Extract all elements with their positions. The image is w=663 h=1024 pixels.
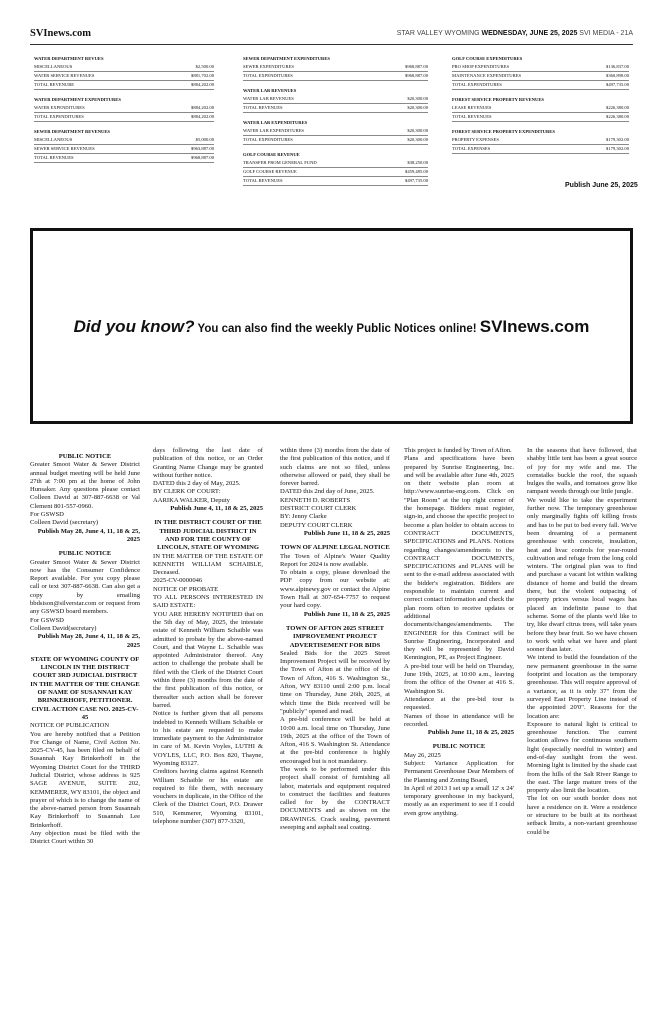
ad-question: Did you know? — [73, 317, 195, 336]
budget-row — [452, 72, 629, 81]
notice-paragraph: Any objection must be filed with the District Court within 30 — [30, 830, 140, 846]
notice-paragraph: within three (3) months from the date of the first publication of this notice, and if such claims are not so filed, unless otherwise allowed or paid, they shall be forever barred. — [280, 447, 390, 488]
budget-row — [34, 136, 214, 145]
budget-row-value: $968,887.00 — [405, 73, 428, 78]
budget-row — [243, 104, 428, 113]
budget-row-value: $459,485.00 — [405, 169, 428, 174]
budget-row-label: SEWER EXPENDITURES — [243, 64, 294, 69]
notice-paragraph: DEPUTY COURT CLERK — [280, 521, 353, 529]
budget-row-value: $360,898.00 — [606, 73, 629, 78]
notice-paragraph: DISTRICT COURT CLERK — [280, 505, 357, 513]
budget-row — [243, 136, 428, 145]
budget-row-value: $179,302.00 — [606, 146, 629, 151]
notice-paragraph: Subject: Variance Application for Permanent Greenhouse Dear Members of the Planning and Zoning Board, — [404, 759, 514, 784]
notice-paragraph: For GSWSD — [30, 616, 64, 624]
budget-row-value: $5,000.00 — [195, 137, 214, 142]
budget-row — [34, 145, 214, 154]
budget-section-title: GOLF COURSE EXPENDITURES — [452, 56, 523, 61]
notice-paragraph: A pre-bid conference will be held at 10:00 a.m. local time on Thursday, June 19th, 2025 at the office of the Town of Afton, 416 S. Washington St. Attendance at the pre-bid conference is highly encouraged but is not mandatory. — [280, 716, 390, 765]
notice-paragraph: Greater Smoot Water & Sewer District annual budget meeting will be held June 27th at 7:00 pm at the home of John Hunsaker. Any questions please contact Colleen David at 307-887-6638 or Val Clement 801-557-0960. — [30, 461, 140, 510]
notice-paragraph: In April of 2013 I set up a small 12' x 24' temporary greenhouse in my backyard, mostly as an experiment to see if I could even grow anything. — [404, 784, 514, 817]
budget-row — [34, 81, 214, 90]
budget-row-value: $2,500.00 — [195, 64, 214, 69]
notice-paragraph: BY CLERK OF COURT: — [153, 488, 221, 496]
notice-title: TOWN OF ALPINE LEGAL NOTICE — [280, 544, 390, 552]
budget-row-value: $497,735.00 — [405, 178, 428, 183]
notice-paragraph: Colleen David (secretary) — [30, 519, 99, 527]
notice-column-3 — [280, 447, 390, 832]
budget-section — [34, 56, 214, 90]
budget-row — [452, 113, 629, 122]
budget-row-label: WATER EXPENDITURES — [34, 105, 85, 110]
notice-paragraph: The work to be performed under this project shall consist of furnishing all labor, materials and equipment required to construct the facilities and features called for by the CONTRACT DOCUMENTS and as shown on the DRAWINGS. Crack sealing, pavement sweeping and asphalt seal coating. — [280, 765, 390, 832]
budget-row-label: SEWER SERVICE REVENUES — [34, 146, 95, 151]
budget-row — [243, 159, 428, 168]
budget-row-value: $20,300.00 — [407, 137, 428, 142]
notice-column-2 — [153, 447, 263, 826]
notice-paragraph: Exposure to natural light is critical to greenhouse function. The current location allows for continuous southern light (especially needful in winter) and end-of-day sunlight from the west. Morning light is limited by the shade cast from the hills of the Salt River Range to the east. The large mature trees of the property also limit the location. — [527, 720, 637, 795]
budget-column-1 — [34, 56, 214, 170]
budget-publish-date: Publish June 25, 2025 — [565, 182, 638, 189]
budget-section-title: SEWER DEPARTMENT REVENUES — [34, 129, 110, 134]
notice-column-5 — [527, 447, 637, 837]
notice-paragraph: days following the last date of publication of this notice, or an Order Granting Name Change may be granted without further notice. — [153, 447, 263, 479]
budget-row — [243, 95, 428, 104]
budget-section-title: GOLF COURSE REVENUE — [243, 152, 300, 157]
notice-paragraph: The Town of Alpine's Water Quality Report for 2024 is now available. — [280, 552, 390, 568]
budget-column-3 — [452, 56, 629, 161]
budget-row-value: $884,202.00 — [191, 114, 214, 119]
notice-paragraph: BY: Jenny Clarke — [280, 513, 327, 521]
budget-row — [452, 81, 629, 90]
budget-section-title: FOREST SERVICE PROPERTY EXPENDITURES — [452, 129, 555, 134]
publish-line: Publish May 28, June 4, 11, 18 & 25, 2025 — [37, 527, 140, 543]
budget-row-value: $968,887.00 — [405, 64, 428, 69]
notice-paragraph: To obtain a copy, please download the PDF copy from our website at: www.alpinewy.gov or contact the Alpine Town Hall at 307-654-7757 to request your hard copy. — [280, 569, 390, 610]
budget-row-value: $884,202.00 — [191, 105, 214, 110]
notice-title: STATE OF WYOMING COUNTY OF LINCOLN IN THE DISTRICT COURT 3RD JUDICIAL DISTRICT IN THE MATTER OF THE CHANGE OF NAME OF SUSANNAH KAY BRINKERHOFF, PETITIONER. CIVIL ACTION CASE NO. 2025-CV-45 — [30, 655, 140, 721]
notice-paragraph: Sealed Bids for the 2025 Street Improvement Project will be received by the Town of Afton at the office of the Town of Afton, 416 S. Washington St., Afton, WY 83110 until 2:00 p.m. local time on Thursday, June 26th, 2025, at which time the Bids received will be "publicly" opened and read. — [280, 649, 390, 715]
notice-paragraph: IN THE MATTER OF THE ESTATE OF KENNETH WILLIAM SCHAIBLE, Deceased. — [153, 552, 263, 577]
notice-paragraph: KENNETH D. ROBERTS — [280, 496, 351, 504]
budget-row-label: TOTAL EXPENDITURES — [243, 137, 293, 142]
budget-row-label: TOTAL REVENUES — [243, 105, 283, 110]
budget-row-label: TOTAL REVENURE — [34, 82, 75, 87]
site-logo[interactable]: SVInews.com — [30, 28, 91, 39]
notice-paragraph: For GSWSD — [30, 511, 64, 519]
notice-paragraph: NOTICE OF PROBATE — [153, 585, 219, 593]
budget-row-value: $20,300.00 — [407, 96, 428, 101]
budget-row-label: TOTAL REVENUES — [34, 155, 74, 160]
budget-row — [243, 72, 428, 81]
budget-row-label: GOLF COURSE REVENUE — [243, 169, 297, 174]
budget-row-label: TRANSFER FROM GENERAL FUND — [243, 160, 317, 165]
budget-section — [243, 88, 428, 113]
budget-row-value: $38,250.00 — [407, 160, 428, 165]
budget-row — [243, 127, 428, 136]
notice-title: IN THE DISTRICT COURT OF THE THIRD JUDICIAL DISTRICT IN AND FOR THE COUNTY OF LINCOLN, STATE OF WYOMING — [154, 519, 262, 552]
notice-paragraph: AARIKA WALKER, Deputy — [153, 496, 230, 504]
notice-paragraph: You are hereby notified that a Petition For Change of Name, Civil Action No. 2025-CV-45, has been filed on behalf of Susannah Kay Brinkerhoff in the Wyoming District Court for the THIRD Judicial District, whose address is 925 SAGE AVENUE, SUITE 202, KEMMERER, WY 83101, the object and prayer of which is to change the name of the above-named person from Susannah Kay Brinkerhoff to Susannah Lee Brinkerhoff. — [30, 730, 140, 829]
publish-line: Publish June 4, 11, 18 & 25, 2025 — [170, 505, 263, 513]
budget-row — [452, 63, 629, 72]
budget-row-label: MAINTENANCE EXPENDITURES — [452, 73, 522, 78]
budget-row-label: MISCELLANEOUS — [34, 137, 73, 142]
notice-paragraph: NOTICE OF PUBLICATION — [30, 722, 110, 730]
notice-paragraph: This project is funded by Town of Afton. — [404, 447, 512, 454]
budget-section — [243, 56, 428, 81]
notice-title: PUBLIC NOTICE — [58, 453, 112, 460]
budget-row-value: $179,302.00 — [606, 137, 629, 142]
budget-row-value: $226,380.00 — [606, 114, 629, 119]
budget-section-title: WATER DEPARTMENT EXPENDITURES — [34, 97, 121, 102]
notice-paragraph: DATED this 2nd day of June, 2025. — [280, 488, 375, 496]
budget-section — [34, 97, 214, 122]
notice-paragraph: May 26, 2025 — [404, 751, 441, 759]
budget-row-value: $884,202.00 — [191, 82, 214, 87]
notice-paragraph: The lot on our south border does not have a residence on it. Were a residence or structure to be built at its northeast setback limits, a non-variant greenhouse could be — [527, 795, 637, 836]
budget-row-label: TOTAL REVENUES — [243, 178, 283, 183]
publish-line: Publish June 11, 18 & 25, 2025 — [427, 729, 514, 737]
budget-section — [243, 120, 428, 145]
budget-section-title: WATER DEPARTMENT REVUES — [34, 56, 104, 61]
budget-row — [34, 113, 214, 122]
budget-row-label: PRO SHOP EXPENDITURES — [452, 64, 510, 69]
notice-title: TOWN OF AFTON 2025 STREET IMPROVEMENT PROJECT ADVERTISEMENT FOR BIDS — [285, 624, 385, 649]
budget-section — [452, 129, 629, 154]
budget-row-value: $968,887.00 — [191, 155, 214, 160]
budget-row-value: $497,735.00 — [606, 82, 629, 87]
budget-section-title: WATER LAB REVENUES — [243, 88, 297, 93]
budget-section-title: WATER LAB EXPENDITURES — [243, 120, 308, 125]
budget-row-value: $136,837.00 — [606, 64, 629, 69]
budget-column-2 — [243, 56, 428, 193]
ad-message: You can also find the weekly Public Notices online! — [194, 323, 480, 335]
folio-line — [397, 30, 633, 37]
budget-row — [243, 177, 428, 186]
notice-paragraph: We would like to take the experiment further now. The temporary greenhouse only marginally fights off killing frosts and has to be put to bed every fall. We've been dreaming of a permanent greenhouse with concrete, insulation, heat and hvac controls for year-round cultivation and refuge from the long cold winters. The original plan was to find and purchase a vacant lot within walking distance of home and build the dream there, but the violent outpacing of property prices versus local wages has placed an indefinite pause to that scheme. Some of the plants we'd like to try, like dwarf citrus trees, will take years before they bear fruit. So we have chosen to work with what we have and plant sooner than later. — [527, 496, 637, 654]
folio-location: STAR VALLEY WYOMING — [396, 30, 482, 37]
budget-row-value: $881,702.00 — [191, 73, 214, 78]
notice-paragraph: Notice is further given that all persons indebted to Kenneth William Schaible or to his estate are requested to make immediate payment to the Administrator in care of M. Kevin Voyles, LUTHI & VOYLES, LLC, P.O. Box 820, Thayne, Wyoming 83127. — [153, 710, 263, 767]
budget-row-label: TOTAL EXPENSES — [452, 146, 491, 151]
notice-paragraph: Greater Smoot Water & Sewer District now has the Consumer Confidence Report available. For you copy please call or text 307-887-6638. Can also get a copy by emailing bbdsison@silverstar.com or request from any GSWSD board members. — [30, 558, 140, 616]
budget-section-title: FOREST SERVICE PROPERTY REVENUES — [452, 97, 544, 102]
budget-row — [34, 154, 214, 163]
budget-row-label: WATER SERVICE REVENUES — [34, 73, 95, 78]
budget-section — [452, 97, 629, 122]
budget-row — [452, 136, 629, 145]
notice-paragraph: Names of those in attendance will be recorded. — [404, 712, 514, 728]
budget-row-label: TOTAL EXPENDITURES — [243, 73, 293, 78]
budget-row-value: $963,887.00 — [191, 146, 214, 151]
budget-row-value: $20,300.00 — [407, 128, 428, 133]
notice-paragraph: YOU ARE HEREBY NOTIFIED that on the 5th day of May, 2025, the intestate estate of Kenneth William Schaible was admitted to probate by the above-named Court, and that Wayne L. Schaible was appointed Administrator thereof. Any action to challenge the probate shall be filed with the Clerk of the District Court within three (3) months from the date of the first publication of this notice, or thereafter such action shall be forever barred. — [153, 610, 263, 709]
notice-paragraph: Plans and specifications have been prepared by Sunrise Engineering, Inc. and will be available after June 4th, 2025 on their website plan room at http://www.sunrise-eng.com. Click on "Plan Room" at the top right corner of the homepage. Bidders must register, sign-in, and choose the specific project to become a plan holder to obtain access to CONTRACT DOCUMENTS, SPECIFICATIONS and PLANS. Notices regarding changes/amendments to the CONTRACT DOCUMENTS, SPECIFICATIONS and PLANS will be sent to the e-mail address associated with the bidder's registration. Bidders are responsible to maintain current and correct contact information and check the plan room often to receive updates or additional documents/changes/amendments. The ENGINEER for this Contract will be Sunrise Engineering, Incorporated and they will be represented by David Kennington, PE, as Project Engineer. — [404, 455, 514, 662]
publish-line: Publish June 11, 18 & 25, 2025 — [303, 529, 390, 537]
notice-column-1 — [30, 447, 140, 847]
notice-paragraph: Creditors having claims against Kenneth William Schaible or his estate are required to file them, with necessary vouchers in duplicate, in the Office of the Clerk of the District Court, P.O. Drawer 510, Kemmerer, Wyoming 83101, telephone number (307) 877-3320, — [153, 768, 263, 826]
notice-paragraph: DATED this 2 day of May, 2025. — [153, 480, 241, 488]
folio-page: SVI MEDIA - 21A — [577, 30, 633, 37]
public-notices-ad — [30, 228, 633, 424]
budget-row-label: TOTAL EXPENDITURES — [452, 82, 502, 87]
notice-column-4 — [404, 447, 514, 818]
notice-paragraph: 2025-CV-0000046 — [153, 577, 203, 585]
publish-line: Publish June 11, 18 & 25, 2025 — [303, 610, 390, 618]
budget-row-label: PROPERTY EXPENSES — [452, 137, 499, 142]
budget-row — [34, 104, 214, 113]
notice-paragraph: In the seasons that have followed, that shabby little tent has been a great source of joy for my wife and me. The cornstalks buckle the roof, the squash bulges the walls, and tomatoes grow like rampant weeds through our little jungle. — [527, 447, 637, 496]
notice-paragraph: TO ALL PERSONS INTERESTED IN SAID ESTATE: — [153, 594, 263, 610]
page-header — [30, 28, 633, 45]
budget-row — [34, 63, 214, 72]
budget-section — [243, 152, 428, 186]
notice-paragraph: A pre-bid tour will be held on Thursday, June 19th, 2025, at 10:00 a.m., leaving from the office of the Owner at 416 S. Washington St. — [404, 662, 514, 695]
budget-row — [452, 104, 629, 113]
budget-section — [34, 129, 214, 163]
ad-text — [33, 317, 630, 337]
budget-row-label: WATER LAB REVENUES — [243, 96, 294, 101]
notice-paragraph: Attendance at the pre-bid tour is requested. — [404, 695, 514, 712]
folio-date: WEDNESDAY, JUNE 25, 2025 — [481, 30, 578, 37]
notice-paragraph: Colleen David(secretary) — [30, 624, 97, 632]
notice-paragraph: We intend to build the foundation of the new permanent greenhouse in the same footprint and location as the temporary greenhouse. This will require approval of a variance, as it is only 37" from the surveyed East Property Line instead of the appointed 20'0". Reasons for the location are: — [527, 654, 637, 720]
budget-row — [452, 145, 629, 154]
budget-row — [243, 63, 428, 72]
budget-section — [452, 56, 629, 90]
publish-line: Publish May 28, June 4, 11, 18 & 25, 2025 — [37, 633, 140, 649]
budget-row — [34, 72, 214, 81]
budget-row-label: WATER LAB EXPENDITURES — [243, 128, 304, 133]
ad-site-link[interactable]: SVInews.com — [479, 317, 590, 336]
notice-title: PUBLIC NOTICE — [432, 743, 486, 751]
budget-row-value: $20,300.00 — [407, 105, 428, 110]
budget-row-label: TOTAL EXPENDITURES — [34, 114, 84, 119]
budget-section-title: SEWER DEPARTMENT EXPENDITURES — [243, 56, 330, 61]
notice-title: PUBLIC NOTICE — [58, 550, 112, 558]
budget-row-label: MISCELLANEOUS — [34, 64, 73, 69]
budget-row-label: LEASE REVENUES — [452, 105, 492, 110]
budget-row-label: TOTAL REVENUES — [452, 114, 492, 119]
budget-row — [243, 168, 428, 177]
budget-row-value: $226,380.00 — [606, 105, 629, 110]
